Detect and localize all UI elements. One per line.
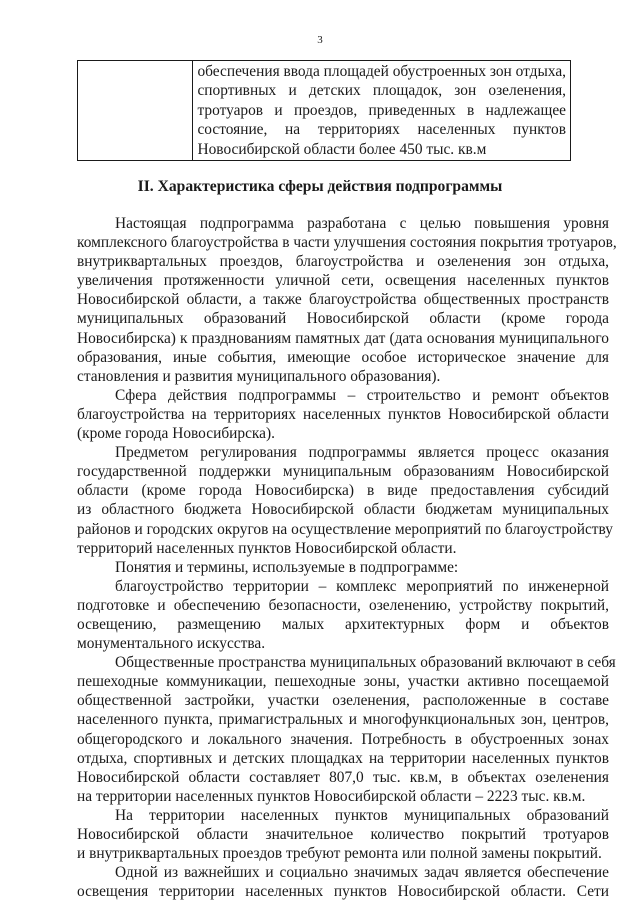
paragraph bbox=[77, 386, 609, 443]
table-text-line: Новосибирской области более 450 тыс. кв.м bbox=[197, 140, 487, 158]
paragraph bbox=[77, 214, 617, 386]
paragraph-line: из областного бюджета Новосибирской области бюджетам муниципальных bbox=[77, 501, 609, 519]
body-text bbox=[77, 214, 617, 901]
paragraph-line: на территории населенных пунктов Новосибирской области – 2223 тыс. кв.м. bbox=[77, 787, 586, 805]
table-row bbox=[78, 61, 571, 161]
paragraph-line: благоустройства на территориях населенных пунктов Новосибирской области bbox=[77, 405, 609, 423]
paragraph-line: Настоящая подпрограмма разработана с целью повышения уровня bbox=[115, 215, 609, 232]
paragraph-line: На территории населенных пунктов муниципальных образований bbox=[115, 806, 609, 824]
paragraph bbox=[77, 443, 613, 558]
paragraph-line: Сфера действия подпрограммы – строительство и ремонт объектов bbox=[115, 386, 609, 404]
paragraph-line: муниципальных образований Новосибирской области (кроме города bbox=[77, 310, 609, 328]
paragraph-line: (кроме города Новосибирска). bbox=[77, 425, 275, 443]
section-title: II. Характеристика сферы действия подпрограммы bbox=[137, 178, 503, 195]
paragraph-line: Понятия и термины, используемые в подпрограмме: bbox=[115, 558, 459, 576]
paragraph bbox=[77, 863, 609, 901]
paragraph bbox=[77, 558, 609, 577]
table-text-line: обеспечения ввода площадей обустроенных зон отдыха, bbox=[197, 63, 566, 80]
paragraph-line: благоустройство территории – комплекс мероприятий по инженерной bbox=[115, 577, 609, 595]
paragraph-line: Общественные пространства муниципальных образований включают в себя bbox=[115, 654, 616, 672]
continuation-table bbox=[77, 60, 571, 161]
paragraph-line: подготовке и обеспечению безопасности, озеленению, устройству покрытий, bbox=[77, 596, 609, 614]
table-text-line: спортивных и детских площадок, зон озеленения, bbox=[197, 82, 566, 100]
paragraph-line: пешеходные коммуникации, пешеходные зоны, участки активно посещаемой bbox=[77, 673, 609, 691]
table-left-cell bbox=[78, 61, 193, 161]
paragraph bbox=[77, 653, 616, 806]
page-number: 3 bbox=[317, 34, 323, 46]
paragraph-line: Предметом регулирования подпрограммы является процесс оказания bbox=[115, 444, 609, 462]
table-right-cell bbox=[193, 61, 571, 161]
paragraph-line: территорий населенных пунктов Новосибирской области. bbox=[77, 539, 457, 557]
paragraph-line: Новосибирской области, а также благоустройства общественных пространств bbox=[77, 291, 609, 309]
paragraph-line: государственной поддержки муниципальным образованиям Новосибирской bbox=[77, 463, 609, 481]
paragraph-line: Новосибирской области значительное количество покрытий тротуаров bbox=[77, 826, 609, 843]
paragraph-line: Новосибирска) к празднованиям памятных дат (дата основания муниципального bbox=[77, 329, 609, 347]
paragraph-line: становления и развития муниципального образования). bbox=[77, 367, 441, 385]
paragraph bbox=[77, 577, 609, 653]
paragraph-line: освещению, размещению малых архитектурных форм и объектов bbox=[77, 615, 609, 633]
paragraph-line: внутриквартальных проездов, благоустройства и озеленения зон отдыха, bbox=[77, 253, 609, 271]
paragraph-line: и внутриквартальных проездов требуют ремонта или полной замены покрытий. bbox=[77, 845, 602, 863]
paragraph-line: области (кроме города Новосибирска) в виде предоставления субсидий bbox=[77, 482, 609, 500]
paragraph-line: общегородского и локального значения. Потребность в обустроенных зонах bbox=[77, 730, 609, 748]
paragraph-line: увеличения протяженности уличной сети, освещения населенных пунктов bbox=[77, 272, 609, 290]
table-text-line: тротуаров и проездов, приведенных в надлежащее bbox=[197, 101, 566, 119]
paragraph-line: общественной застройки, участки озеленения, расположенные в составе bbox=[77, 692, 609, 710]
paragraph-line: освещения территории населенных пунктов Новосибирской области. Сети bbox=[77, 883, 609, 901]
paragraph-line: Одной из важнейших и социально значимых задач является обеспечение bbox=[115, 864, 609, 882]
paragraph-line: комплексного благоустройства в части улучшения состояния покрытия тротуаров, bbox=[77, 234, 617, 252]
paragraph-line: образования, иные события, имеющие особое историческое значение для bbox=[77, 348, 609, 366]
paragraph bbox=[77, 806, 609, 863]
paragraph-line: районов и городских округов на осуществление мероприятий по благоустройству bbox=[77, 520, 613, 538]
paragraph-line: монументального искусства. bbox=[77, 635, 266, 653]
paragraph-line: отдыха, спортивных и детских площадках на территории населенных пунктов bbox=[77, 749, 609, 767]
table-text-line: состояние, на территориях населенных пунктов bbox=[197, 121, 566, 139]
paragraph-line: населенного пункта, примагистральных и многофункциональных зон, центров, bbox=[77, 711, 609, 729]
paragraph-line: Новосибирской области составляет 807,0 тыс. кв.м, в объектах озеленения bbox=[77, 768, 609, 786]
